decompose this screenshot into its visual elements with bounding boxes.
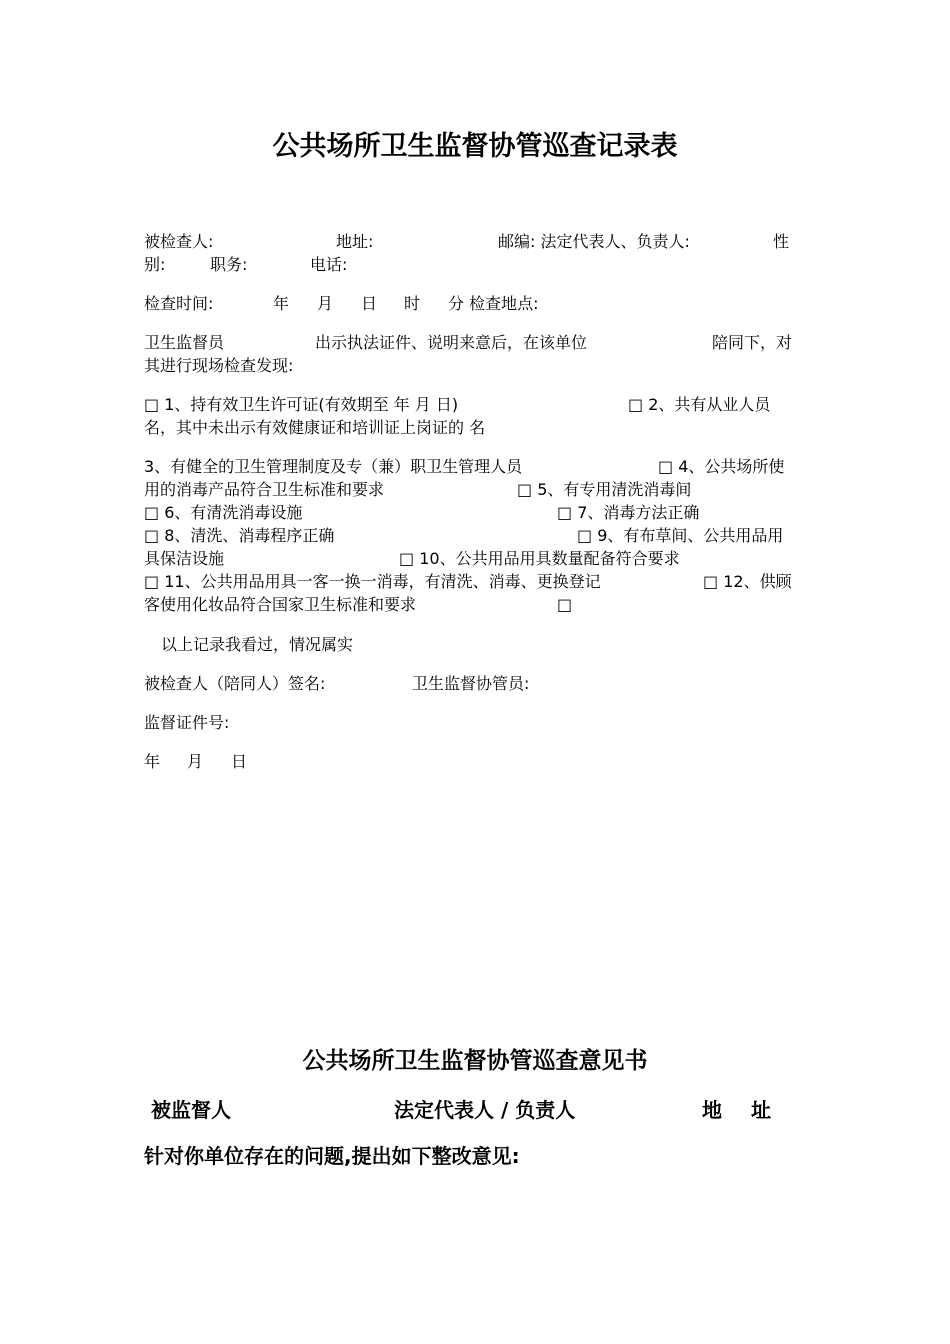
sign-month-label: 月	[187, 752, 204, 771]
checklist-item-9-cont: 具保洁设施	[144, 549, 225, 568]
coordinator-label: 卫生监督协管员:	[412, 674, 530, 693]
inspected-party-label: 被检查人:	[144, 232, 214, 251]
sign-day-label: 日	[231, 752, 248, 771]
sign-year-label: 年	[144, 752, 161, 771]
year-label: 年	[273, 294, 290, 313]
minute-place-label: 分 检查地点:	[448, 294, 539, 313]
postcode-legal-rep-label: 邮编: 法定代表人、负责人:	[498, 232, 690, 251]
accompanied-text: 陪同下，对	[712, 333, 793, 352]
position-label: 职务:	[210, 255, 248, 274]
record-title: 公共场所卫生监督协管巡查记录表	[272, 131, 678, 162]
checklist-item-8: □ 8、清洗、消毒程序正确	[144, 526, 335, 545]
checklist-item-1: □ 1、持有效卫生许可证(有效期至 年 月 日)	[144, 395, 459, 414]
certificate-number-label: 监督证件号:	[144, 713, 230, 732]
sex-label-start: 性	[773, 232, 790, 251]
inspection-time-label: 检查时间:	[144, 294, 214, 313]
checklist-item-6: □ 6、有清洗消毒设施	[144, 503, 303, 522]
month-label: 月	[317, 294, 334, 313]
supervised-party-label: 被监督人	[151, 1098, 231, 1122]
inspected-signature-label: 被检查人（陪同人）签名:	[144, 674, 326, 693]
checklist-item-5: □ 5、有专用清洗消毒间	[517, 480, 692, 499]
address-label-1: 地	[702, 1098, 722, 1122]
day-label: 日	[361, 294, 378, 313]
checklist-item-7: □ 7、消毒方法正确	[557, 503, 700, 522]
show-credentials-text: 出示执法证件、说明来意后，在该单位	[315, 333, 588, 352]
legal-rep-label: 法定代表人 / 负责人	[394, 1098, 576, 1122]
address-label: 地址:	[336, 232, 374, 251]
opinion-title: 公共场所卫生监督协管巡查意见书	[302, 1048, 648, 1074]
address-label-2: 址	[751, 1098, 771, 1122]
checklist-item-4-cont: 用的消毒产品符合卫生标准和要求	[144, 480, 385, 499]
checklist-item-9: □ 9、有布草间、公共用品用	[577, 526, 784, 545]
checklist-item-11: □ 11、公共用品用具一客一换一消毒，有清洗、消毒、更换登记	[144, 572, 601, 591]
phone-label: 电话:	[310, 255, 348, 274]
inspector-label: 卫生监督员	[144, 333, 225, 352]
checklist-item-3: 3、有健全的卫生管理制度及专（兼）职卫生管理人员	[144, 457, 523, 476]
rectification-intro: 针对你单位存在的问题,提出如下整改意见:	[144, 1144, 520, 1168]
checklist-item-4: □ 4、公共场所使	[658, 457, 785, 476]
checklist-item-12-box: □	[557, 595, 573, 614]
checklist-item-2: □ 2、共有从业人员	[628, 395, 771, 414]
hour-label: 时	[404, 294, 421, 313]
checklist-item-10: □ 10、公共用品用具数量配备符合要求	[399, 549, 680, 568]
sex-label-end: 别:	[144, 255, 166, 274]
checklist-item-12: □ 12、供顾	[703, 572, 792, 591]
checklist-item-12-cont: 客使用化妆品符合国家卫生标准和要求	[144, 595, 417, 614]
checklist-item-2-cont: 名，其中未出示有效健康证和培训证上岗证的 名	[144, 418, 486, 437]
confirmation-text: 以上记录我看过，情况属实	[161, 635, 354, 654]
findings-intro: 其进行现场检查发现:	[144, 356, 294, 375]
